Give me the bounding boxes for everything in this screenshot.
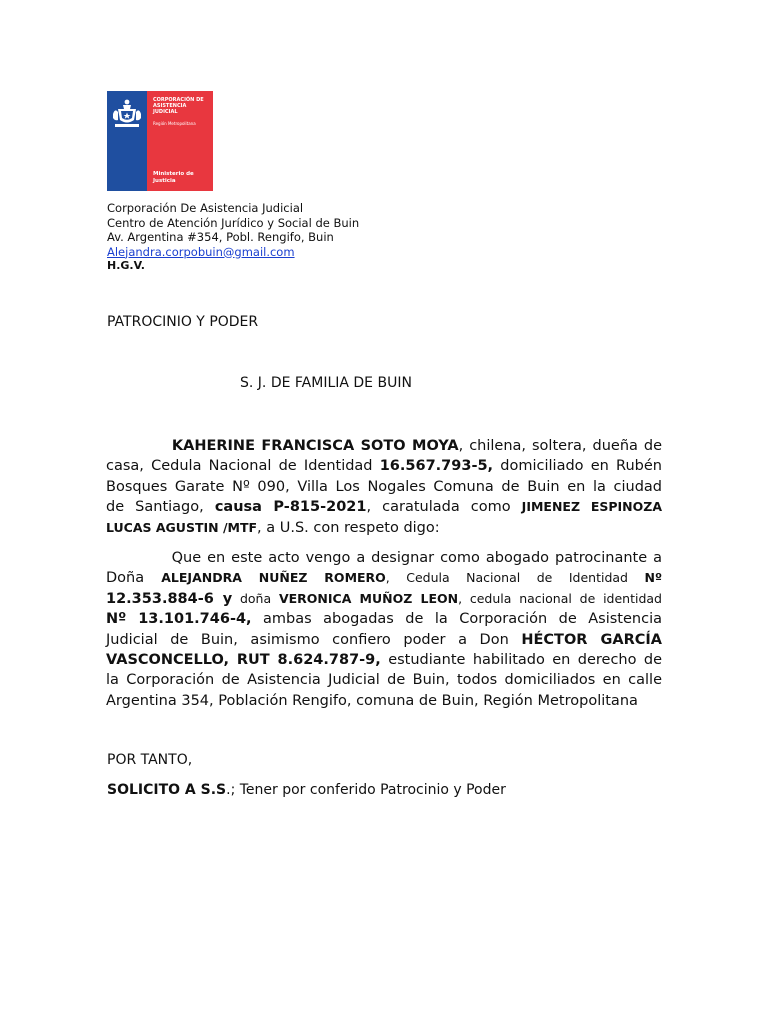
p2-text: Doña: [106, 570, 162, 587]
p2-line8: Argentina 354, Población Rengifo, comuna de Buin, Región Metropolitana: [106, 692, 638, 709]
paragraph-comparecencia: [106, 436, 662, 538]
case-number: causa P-815-2021: [214, 499, 367, 516]
p1-line5: [106, 518, 662, 538]
p1-line1: [106, 436, 662, 456]
p1-text: , chilena, soltera, dueña de: [458, 438, 663, 454]
client-name: KAHERINE FRANCISCA SOTO MOYA: [171, 438, 459, 454]
lawyer2-rut: Nº 13.101.746-4,: [106, 611, 252, 628]
p1-line4: [106, 497, 662, 517]
lawyer2-name: VERONICA MUÑOZ LEON: [278, 590, 459, 606]
client-rut: 16.567.793-5,: [379, 458, 494, 475]
p1-text: , a U.S. con respeto digo:: [257, 519, 440, 536]
petitorio-lead: SOLICITO A S.S: [107, 782, 227, 798]
petitorio-text: ; Tener por conferido Patrocinio y Poder: [230, 782, 506, 798]
p1-text: domiciliado en Rubén: [493, 458, 662, 475]
por-tanto: POR TANTO,: [107, 752, 193, 768]
p2-text: estudiante habilitado en derecho de: [380, 652, 663, 669]
author-initials: H.G.V.: [107, 259, 145, 272]
p2-line5: [106, 630, 662, 650]
logo-ministry: Ministerio de Justicia: [153, 171, 194, 184]
logo-region: Región Metropolitana: [153, 121, 196, 126]
lawyer1-rut: 12.353.884-6 y: [106, 590, 233, 607]
p1-line3: Bosques Garate Nº 090, Villa Los Nogales Comuna de Buin en la ciudad: [106, 478, 662, 495]
letterhead: [107, 201, 359, 274]
student-name-part2: VASCONCELLO, RUT 8.624.787-9,: [106, 652, 381, 669]
caratula-part2: LUCAS AGUSTIN /MTF: [106, 519, 258, 535]
petitorio-dot: .: [226, 782, 231, 798]
p2-text: Judicial de Buin, asimismo confiero poder a Don: [106, 631, 522, 648]
document-title: PATROCINIO Y PODER: [107, 314, 259, 330]
p2-text: , Cedula Nacional de Identidad: [385, 570, 645, 586]
p1-text: casa, Cedula Nacional de Identidad: [106, 458, 380, 475]
p2-line6: [106, 650, 662, 670]
p2-line3: [106, 589, 662, 609]
p2-line2: [106, 568, 662, 588]
p2-line4: [106, 609, 662, 629]
p2-text: ambas abogadas de la Corporación de Asistencia: [251, 611, 662, 628]
p2-text: Nº: [644, 570, 662, 586]
logo-org-name: CORPORACIÓN DE ASISTENCIA JUDICIAL: [153, 97, 204, 115]
lawyer1-name: ALEJANDRA NUÑEZ ROMERO: [161, 570, 386, 586]
p2-line1: [106, 548, 662, 568]
p1-text: de Santiago,: [106, 499, 215, 516]
p2-text: doña: [232, 590, 279, 606]
student-name-part1: HÉCTOR GARCÍA: [521, 631, 663, 648]
court-name: S. J. DE FAMILIA DE BUIN: [240, 375, 412, 391]
caratula-part1: JIMENEZ ESPINOZA: [521, 499, 662, 515]
p1-line2: [106, 456, 662, 476]
letterhead-line1: Corporación De Asistencia Judicial: [107, 201, 304, 215]
corporacion-logo: [107, 91, 213, 191]
coat-of-arms-icon: [109, 94, 145, 132]
letterhead-line3: Av. Argentina #354, Pobl. Rengifo, Buin: [107, 230, 334, 244]
letterhead-line2: Centro de Atención Jurídico y Social de Buin: [107, 215, 360, 230]
petitorio: [107, 782, 506, 798]
paragraph-designacion: [106, 548, 662, 711]
p2-line7: la Corporación de Asistencia Judicial de Buin, todos domiciliados en calle: [106, 672, 662, 689]
email-link[interactable]: Alejandra.corpobuin@gmail.com: [107, 244, 295, 259]
p2-text: , cedula nacional de identidad: [458, 590, 662, 606]
p1-text: , caratulada como: [366, 499, 522, 516]
p2-text: Que en este acto vengo a designar como abogado patrocinante a: [171, 550, 662, 566]
